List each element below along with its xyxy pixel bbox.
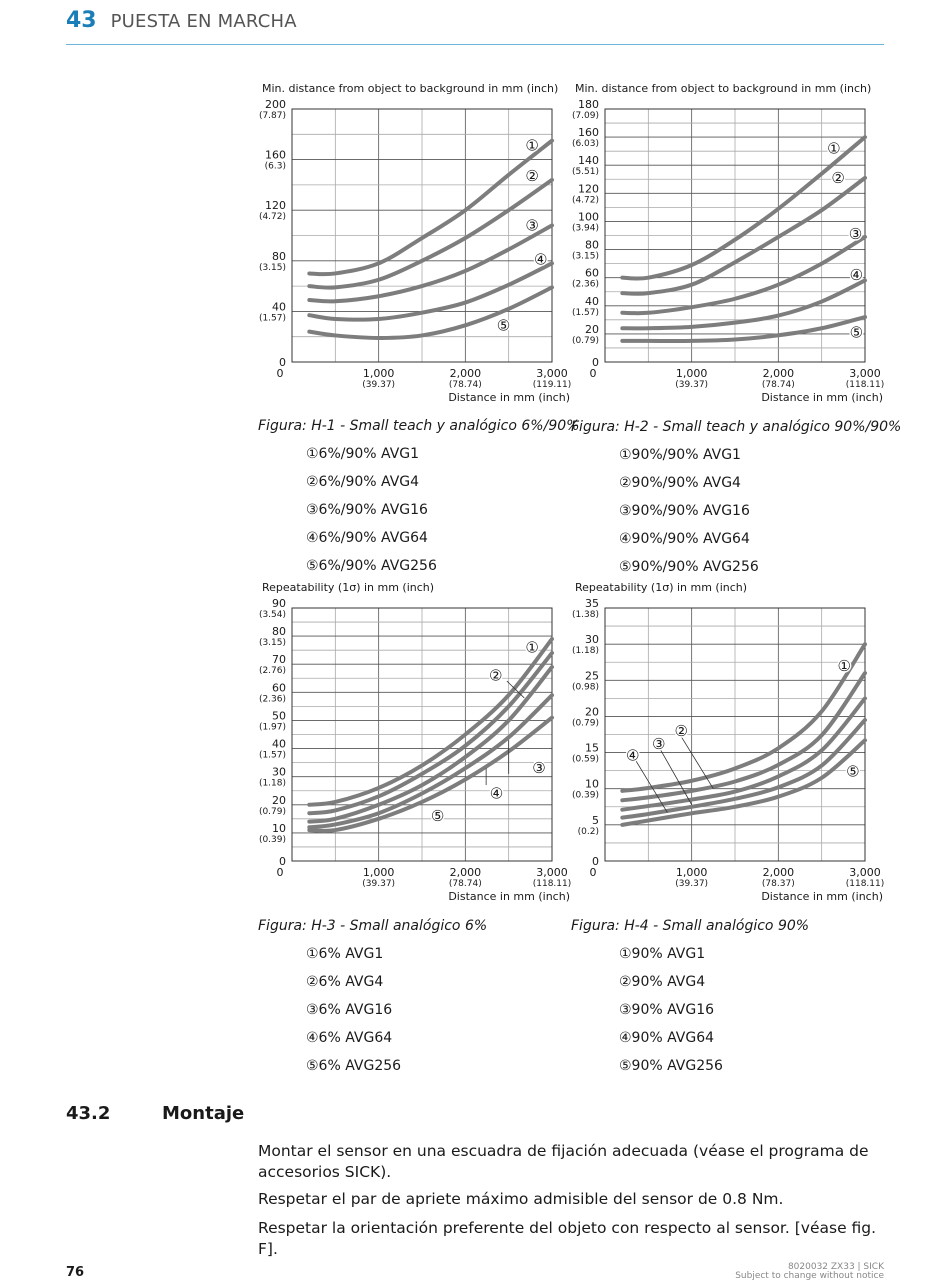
y-tick-label: 80 <box>272 249 286 263</box>
y-tick-sublabel: (0.79) <box>258 806 286 817</box>
legend-item: ④90%/90% AVG64 <box>619 531 750 547</box>
y-tick-label: 30 <box>585 633 599 647</box>
x-tick-label: 0 <box>276 367 284 380</box>
y-tick-sublabel: (3.15) <box>258 638 286 649</box>
y-tick-sublabel: (0.98) <box>571 682 599 693</box>
section-number: 43.2 <box>66 1103 111 1124</box>
x-tick-label: 3,000 <box>849 367 881 380</box>
x-axis-title: Distance in mm (inch) <box>761 391 883 404</box>
x-tick-label: 3,000 <box>536 866 568 879</box>
y-tick-sublabel: (3.94) <box>571 223 599 234</box>
y-tick-sublabel: (0.79) <box>571 335 599 346</box>
series-label: ② <box>831 168 845 187</box>
y-tick-label: 140 <box>578 154 599 168</box>
legend-item: ①90%/90% AVG1 <box>619 447 741 463</box>
x-tick-sublabel: (78.37) <box>761 879 795 889</box>
chart-h4 <box>563 579 888 909</box>
y-tick-label: 0 <box>592 855 599 868</box>
x-tick-sublabel: (118.11) <box>532 879 572 889</box>
paragraph: Respetar el par de apriete máximo admisible del sensor de 0.8 Nm. <box>258 1190 784 1208</box>
x-axis-title: Distance in mm (inch) <box>448 890 570 903</box>
y-tick-label: 30 <box>272 765 286 779</box>
footer-info <box>735 1263 884 1281</box>
y-tick-label: 70 <box>272 653 286 667</box>
legend-item: ⑤6%/90% AVG256 <box>306 558 437 574</box>
y-tick-label: 120 <box>578 182 599 196</box>
series-label: ① <box>525 136 539 155</box>
y-tick-label: 40 <box>272 300 286 314</box>
x-tick-sublabel: (78.74) <box>448 380 482 390</box>
y-tick-sublabel: (0.39) <box>258 834 286 845</box>
x-tick-label: 0 <box>276 866 284 879</box>
figure-caption-h2: Figura: H-2 - Small teach y analógico 90%/90% <box>571 419 902 435</box>
legend-item: ④90% AVG64 <box>619 1030 715 1046</box>
y-tick-sublabel: (3.15) <box>258 262 286 273</box>
y-tick-sublabel: (4.72) <box>571 195 599 206</box>
change-notice: Subject to change without notice <box>735 1271 884 1281</box>
x-tick-sublabel: (39.37) <box>362 380 396 390</box>
legend-item: ①6% AVG1 <box>306 946 384 962</box>
y-tick-sublabel: (0.79) <box>571 718 599 729</box>
series-label: ① <box>827 139 841 158</box>
series-label: ④ <box>849 265 864 284</box>
series-label: ⑤ <box>496 316 511 335</box>
x-axis-title: Distance in mm (inch) <box>448 391 570 404</box>
y-tick-label: 200 <box>265 98 286 111</box>
y-tick-label: 20 <box>585 322 599 336</box>
y-tick-sublabel: (5.51) <box>571 167 599 178</box>
y-tick-sublabel: (6.03) <box>571 139 599 150</box>
series-label: ⑤ <box>849 323 864 342</box>
x-tick-label: 0 <box>589 866 597 879</box>
series-label: ③ <box>525 216 539 235</box>
y-tick-label: 25 <box>585 669 599 683</box>
legend-item: ②90%/90% AVG4 <box>619 475 741 491</box>
series-label: ③ <box>532 759 546 778</box>
x-tick-sublabel: (118.11) <box>845 380 885 390</box>
section-title: Montaje <box>162 1103 245 1124</box>
x-tick-label: 1,000 <box>362 866 395 879</box>
x-tick-sublabel: (119.11) <box>532 380 572 390</box>
figure-caption-h3: Figura: H-3 - Small analógico 6% <box>258 918 488 934</box>
y-tick-label: 80 <box>272 625 286 639</box>
x-tick-label: 3,000 <box>849 866 881 879</box>
y-tick-label: 60 <box>585 266 599 280</box>
chapter-title: PUESTA EN MARCHA <box>110 11 297 32</box>
figure-caption-h1: Figura: H-1 - Small teach y analógico 6%/90% <box>258 418 580 434</box>
y-tick-sublabel: (4.72) <box>258 212 286 223</box>
page-number: 76 <box>66 1265 85 1280</box>
series-label: ⑤ <box>846 762 860 781</box>
legend-item: ②90% AVG4 <box>619 974 706 990</box>
series-label: ③ <box>848 225 863 244</box>
y-tick-sublabel: (1.57) <box>571 307 599 318</box>
y-tick-label: 120 <box>265 199 286 213</box>
y-tick-label: 15 <box>585 741 599 755</box>
legend-item: ③90%/90% AVG16 <box>619 503 750 519</box>
legend-h3 <box>306 946 401 1086</box>
y-tick-sublabel: (2.36) <box>258 694 286 705</box>
legend-item: ③90% AVG16 <box>619 1002 715 1018</box>
y-tick-sublabel: (1.97) <box>258 722 286 733</box>
y-tick-label: 40 <box>272 737 286 751</box>
y-tick-sublabel: (7.87) <box>258 111 286 121</box>
series-line <box>622 280 865 328</box>
y-tick-label: 180 <box>578 98 599 111</box>
legend-h2 <box>619 447 759 587</box>
y-tick-label: 0 <box>592 356 599 369</box>
y-tick-label: 35 <box>585 597 599 610</box>
legend-item: ③6%/90% AVG16 <box>306 502 428 518</box>
y-tick-sublabel: (0.59) <box>571 754 599 765</box>
legend-item: ②6% AVG4 <box>306 974 384 990</box>
x-tick-sublabel: (118.11) <box>845 879 885 889</box>
series-label: ③ <box>652 734 666 753</box>
x-tick-sublabel: (78.74) <box>761 380 795 390</box>
series-label: ⑤ <box>430 807 445 826</box>
legend-item: ①6%/90% AVG1 <box>306 446 420 462</box>
series-label: ① <box>525 638 539 657</box>
series-label: ② <box>674 721 688 740</box>
legend-item: ⑤90%/90% AVG256 <box>619 559 759 575</box>
y-tick-label: 0 <box>279 855 286 868</box>
y-tick-label: 90 <box>272 597 286 610</box>
legend-h4 <box>619 946 723 1086</box>
x-tick-label: 2,000 <box>762 866 795 879</box>
paragraph: Montar el sensor en una escuadra de fijación adecuada (véase el programa de accesorios SICK). <box>258 1142 869 1181</box>
x-tick-label: 1,000 <box>675 866 708 879</box>
chart-h1-svg <box>250 80 575 410</box>
x-tick-sublabel: (39.37) <box>675 879 709 889</box>
series-label: ② <box>525 167 539 186</box>
chart-h3 <box>250 579 575 909</box>
y-axis-title: Min. distance from object to background in mm (inch) <box>575 82 872 95</box>
y-tick-sublabel: (7.09) <box>571 111 599 121</box>
x-tick-sublabel: (39.37) <box>675 380 709 390</box>
chapter-number: 43 <box>66 8 97 33</box>
x-tick-label: 2,000 <box>449 367 482 380</box>
y-tick-label: 10 <box>585 777 599 791</box>
figure-caption-h4: Figura: H-4 - Small analógico 90% <box>571 918 810 934</box>
y-tick-sublabel: (0.2) <box>577 826 599 837</box>
legend-item: ①90% AVG1 <box>619 946 706 962</box>
chart-h3-svg <box>250 579 575 909</box>
series-label: ① <box>837 656 851 675</box>
legend-item: ⑤6% AVG256 <box>306 1058 402 1074</box>
legend-h1 <box>306 446 437 586</box>
y-tick-label: 0 <box>279 356 286 369</box>
y-tick-sublabel: (1.18) <box>258 778 286 789</box>
chart-h2 <box>563 80 888 410</box>
y-tick-label: 10 <box>272 821 286 835</box>
y-tick-label: 100 <box>578 210 599 224</box>
y-tick-label: 5 <box>592 813 599 827</box>
paragraph: Respetar la orientación preferente del objeto con respecto al sensor. [véase fig. F]. <box>258 1219 877 1258</box>
series-line <box>622 644 865 791</box>
x-tick-label: 0 <box>589 367 597 380</box>
series-line <box>622 698 865 809</box>
y-tick-label: 20 <box>585 705 599 719</box>
legend-item: ④6%/90% AVG64 <box>306 530 428 546</box>
header-rule <box>66 44 884 45</box>
y-tick-sublabel: (3.54) <box>258 610 286 620</box>
legend-item: ②6%/90% AVG4 <box>306 474 420 490</box>
y-tick-sublabel: (1.38) <box>571 610 599 620</box>
x-tick-sublabel: (78.74) <box>448 879 482 889</box>
chapter-header <box>66 8 297 33</box>
y-tick-sublabel: (2.76) <box>258 666 286 677</box>
y-tick-sublabel: (3.15) <box>571 251 599 262</box>
chart-h1 <box>250 80 575 410</box>
y-tick-label: 160 <box>265 148 286 162</box>
y-tick-sublabel: (6.3) <box>264 161 286 172</box>
y-tick-label: 50 <box>272 709 286 723</box>
y-axis-title: Repeatability (1σ) in mm (inch) <box>262 581 435 594</box>
y-tick-sublabel: (1.18) <box>571 646 599 657</box>
x-tick-label: 1,000 <box>675 367 708 380</box>
y-tick-sublabel: (1.57) <box>258 750 286 761</box>
y-tick-sublabel: (2.36) <box>571 279 599 290</box>
y-tick-sublabel: (0.39) <box>571 790 599 801</box>
y-tick-label: 80 <box>585 238 599 252</box>
chart-h4-svg <box>563 579 888 909</box>
chart-h2-svg <box>563 80 888 410</box>
x-tick-label: 1,000 <box>362 367 395 380</box>
y-tick-label: 40 <box>585 294 599 308</box>
y-tick-label: 20 <box>272 793 286 807</box>
series-label: ④ <box>626 746 640 765</box>
document-reference: 8020032 ZX33 | SICK <box>787 1262 884 1272</box>
series-label: ② <box>488 666 503 685</box>
series-line <box>309 225 552 301</box>
x-tick-sublabel: (39.37) <box>362 879 396 889</box>
x-tick-label: 2,000 <box>449 866 482 879</box>
x-axis-title: Distance in mm (inch) <box>761 890 883 903</box>
y-axis-title: Repeatability (1σ) in mm (inch) <box>575 581 748 594</box>
x-tick-label: 2,000 <box>762 367 795 380</box>
legend-item: ③6% AVG16 <box>306 1002 393 1018</box>
series-label: ④ <box>489 784 504 803</box>
y-tick-label: 60 <box>272 681 286 695</box>
x-tick-label: 3,000 <box>536 367 568 380</box>
y-tick-label: 160 <box>578 126 599 140</box>
legend-item: ④6% AVG64 <box>306 1030 393 1046</box>
legend-item: ⑤90% AVG256 <box>619 1058 723 1074</box>
y-tick-sublabel: (1.57) <box>258 313 286 324</box>
y-axis-title: Min. distance from object to background in mm (inch) <box>262 82 559 95</box>
series-label: ④ <box>534 250 548 269</box>
